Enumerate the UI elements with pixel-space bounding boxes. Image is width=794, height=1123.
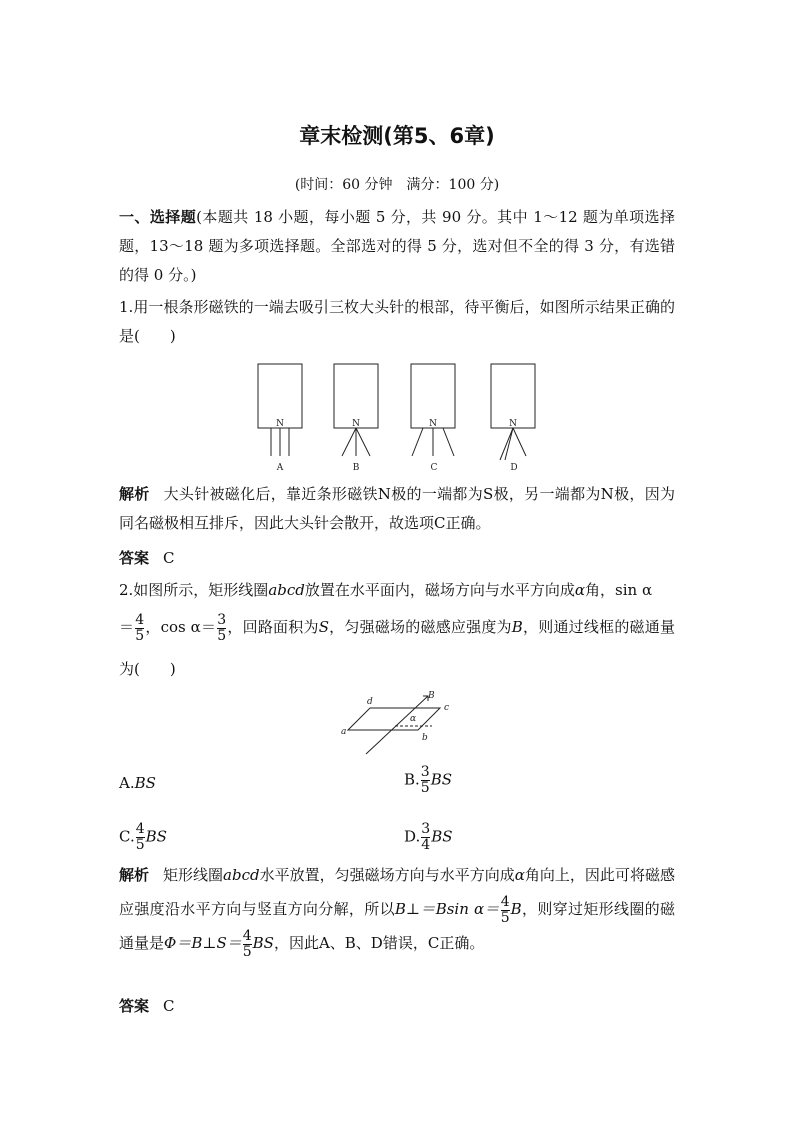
question-2-stem-line1	[119, 576, 675, 605]
analysis-equation: Φ＝B⊥S＝	[164, 934, 242, 952]
option-fraction	[136, 822, 145, 853]
answer-value: C	[163, 549, 175, 567]
equals-sign: ＝	[119, 618, 135, 636]
stem-alpha: α	[574, 581, 586, 599]
frac-den: 5	[135, 627, 145, 644]
frac-den: 5	[135, 837, 145, 853]
label-alpha: α	[410, 714, 417, 724]
stem-text: 放置在水平面内，磁场方向与水平方向成	[304, 581, 575, 599]
label-c: c	[444, 703, 450, 713]
frac-num: 4	[135, 611, 145, 628]
option-label-c: C	[430, 463, 438, 473]
analysis-equation: B⊥＝Bsin α＝	[394, 900, 500, 918]
analysis-label: 解析	[119, 485, 150, 503]
frac-num: 3	[420, 764, 430, 780]
option-b	[404, 765, 452, 796]
option-prefix: D.	[404, 827, 421, 846]
option-text: BS	[431, 827, 453, 846]
frac-den: 4	[421, 837, 431, 853]
fraction-sin	[135, 613, 144, 644]
analysis-abcd: abcd	[223, 866, 260, 884]
analysis-text: ，因此A、B、D错误，C正确。	[273, 934, 485, 952]
stem-text: ，则通过线框的磁通量为( )	[119, 618, 675, 678]
question-1-answer	[119, 544, 675, 573]
frac-num: 4	[242, 927, 252, 944]
stem-text: 角，sin α	[585, 581, 653, 599]
stem-s: S	[318, 618, 329, 636]
frac-num: 3	[421, 821, 431, 837]
frac-den: 5	[242, 943, 252, 960]
option-label-a: A	[276, 463, 284, 473]
field-line	[366, 696, 428, 754]
analysis-label: 解析	[119, 866, 150, 884]
analysis-fraction	[501, 895, 510, 926]
pole-label-b: N	[352, 419, 360, 429]
answer-label: 答案	[119, 997, 150, 1015]
option-fraction	[421, 822, 430, 853]
stem-text: ，匀强磁场的磁感应强度为	[328, 618, 512, 636]
question-2-stem-line2	[119, 606, 675, 690]
option-d	[404, 822, 453, 853]
stem-text: ，回路面积为	[227, 618, 319, 636]
analysis-text: 角向上，因此可将磁感应强度沿水平方向与竖直方向分解，所以	[119, 866, 675, 918]
section-heading: 一、选择题	[119, 208, 197, 226]
section-instructions: (本题共 18 小题，每小题 5 分，共 90 分。其中 1～12 题为单项选择题，13～18 题为多项选择题。全部选对的得 5 分，选对但不全的得 3 分，有选错的得 0 分。)	[119, 208, 675, 284]
question-1-analysis	[119, 480, 675, 538]
stem-abcd: abcd	[268, 581, 305, 599]
analysis-equation: BS	[252, 934, 274, 952]
fraction-cos	[217, 613, 226, 644]
frac-den: 5	[420, 780, 430, 796]
option-label-d: D	[510, 463, 518, 473]
frac-num: 4	[500, 893, 510, 910]
analysis-text: 大头针被磁化后，靠近条形磁铁N极的一端都为S极，另一端都为N极，因为同名磁极相互排斥，因此大头针会散开，故选项C正确。	[119, 485, 675, 532]
question-2-answer	[119, 992, 675, 1021]
option-text: BS	[134, 774, 156, 792]
coil-rectangle	[348, 708, 440, 730]
answer-value: C	[163, 997, 175, 1015]
analysis-alpha: α	[514, 866, 525, 884]
analysis-equation: B	[510, 900, 522, 918]
page-title: 章末检测(第5、6章)	[299, 124, 495, 148]
option-prefix: A.	[119, 774, 135, 792]
pole-label-c: N	[429, 419, 437, 429]
frac-num: 3	[217, 611, 227, 628]
option-text: BS	[145, 827, 167, 846]
answer-label: 答案	[119, 549, 150, 567]
pole-label-a: N	[276, 419, 284, 429]
frac-den: 5	[500, 909, 510, 926]
label-B: B	[428, 691, 435, 701]
pole-label-d: N	[509, 419, 517, 429]
option-c	[119, 822, 167, 853]
label-b: b	[422, 733, 428, 743]
question-2-analysis	[119, 858, 675, 960]
analysis-text: 矩形线圈	[163, 866, 224, 884]
option-prefix: C.	[119, 827, 135, 846]
exam-info: (时间：60 分钟 满分：100 分)	[294, 177, 500, 193]
section-intro	[119, 203, 675, 290]
coil-field-figure	[340, 688, 460, 758]
option-label-b: B	[352, 463, 360, 473]
option-text: BS	[430, 770, 453, 789]
option-a	[119, 773, 156, 793]
question-1-stem: 1.用一根条形磁铁的一端去吸引三枚大头针的根部，待平衡后，如图所示结果正确的是( )	[119, 298, 675, 345]
label-d: d	[367, 697, 373, 707]
stem-text: ，cos α＝	[145, 618, 217, 636]
analysis-text: ，则穿过矩形线圈的磁通量是	[119, 900, 675, 952]
frac-num: 4	[135, 821, 145, 837]
analysis-fraction	[243, 929, 252, 960]
label-a: a	[341, 727, 347, 737]
option-prefix: B.	[404, 770, 420, 789]
frac-den: 5	[217, 627, 227, 644]
analysis-text: 水平放置，匀强磁场方向与水平方向成	[259, 866, 515, 884]
option-fraction	[421, 765, 430, 796]
stem-b: B	[511, 618, 523, 636]
stem-text: 2.如图所示，矩形线圈	[119, 581, 269, 599]
magnet-pins-figure	[250, 360, 550, 476]
